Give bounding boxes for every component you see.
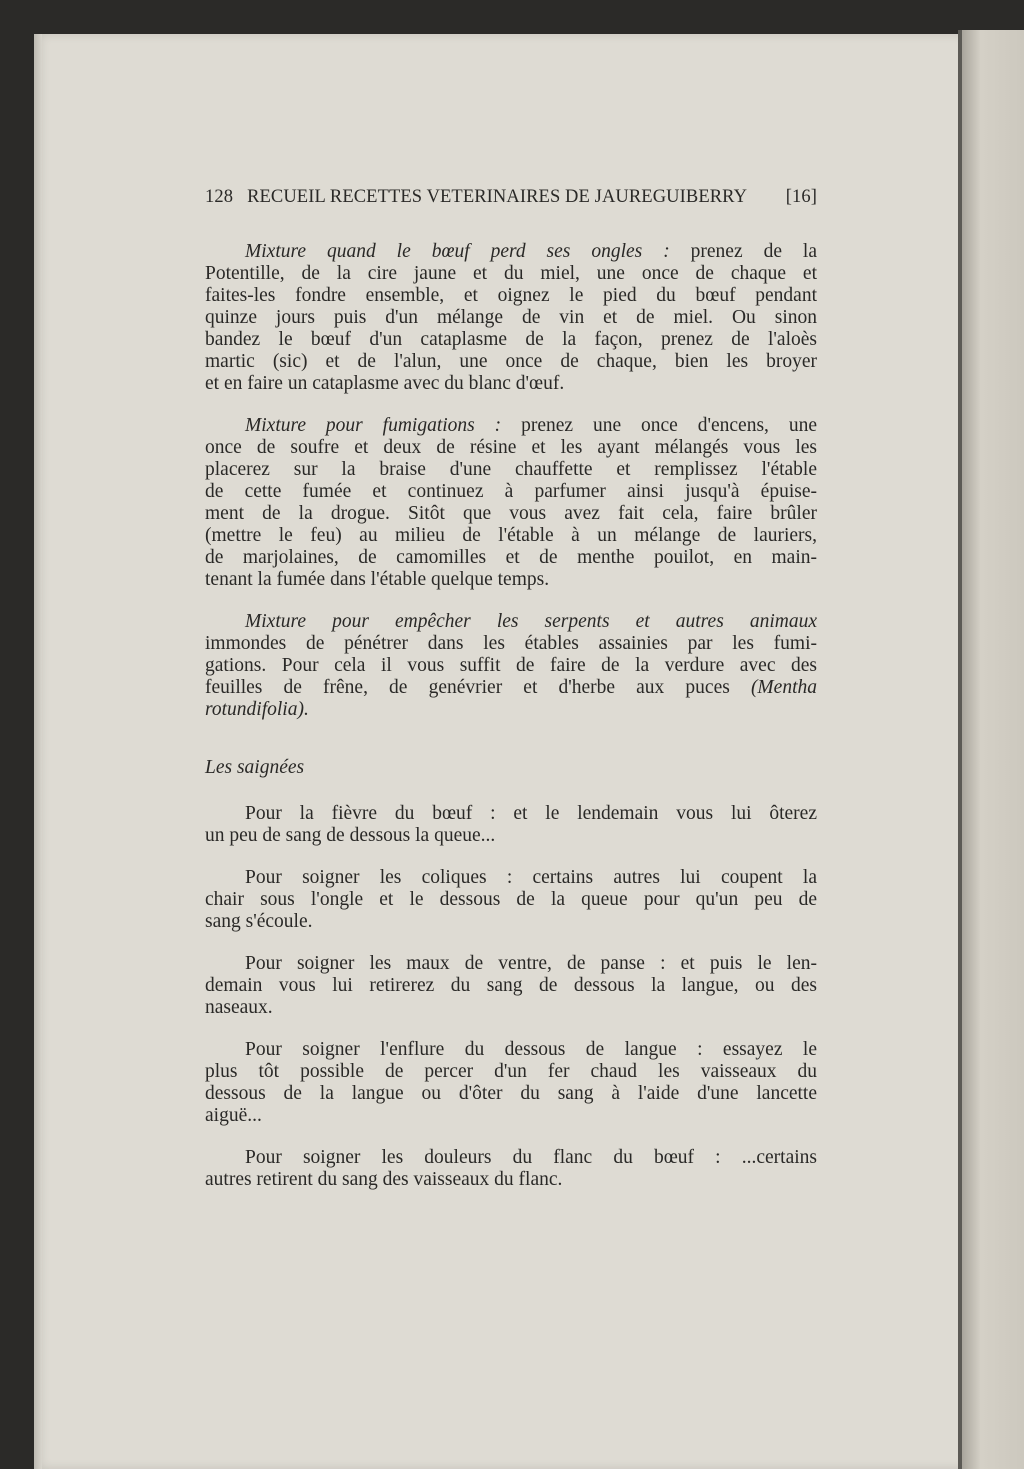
- body-text: naseaux.: [205, 997, 273, 1018]
- running-header: [205, 187, 817, 208]
- body-text: dessous de la langue ou d'ôter du sang à l'aide d'une lancette: [205, 1083, 817, 1104]
- text-line: [205, 415, 817, 437]
- body-text: placerez sur la braise d'une chauffette et remplissez l'étable: [205, 459, 817, 480]
- recipes-section: [205, 241, 817, 721]
- body-text: demain vous lui retirerez du sang de dessous la langue, ou des: [205, 975, 817, 996]
- text-line: [205, 241, 817, 263]
- body-text: immondes de pénétrer dans les étables assainies par les fumi-: [205, 633, 817, 654]
- text-line: [205, 803, 817, 825]
- facing-page-edge: [962, 30, 1024, 1469]
- text-line: [205, 437, 817, 459]
- text-line: [205, 329, 817, 351]
- body-text: plus tôt possible de percer d'un fer chaud les vaisseaux du: [205, 1061, 817, 1082]
- section-heading: Les saignées: [205, 757, 305, 778]
- text-line: [205, 1105, 817, 1127]
- italic-text: Mixture quand le bœuf perd ses ongles :: [245, 241, 670, 262]
- text-line: [205, 889, 817, 911]
- text-line: [205, 997, 817, 1019]
- paragraph: [205, 867, 817, 933]
- body-text: autres retirent du sang des vaisseaux du flanc.: [205, 1169, 563, 1190]
- text-line: [205, 1169, 817, 1191]
- page-number: 128: [205, 187, 234, 207]
- body-text: Pour soigner l'enflure du dessous de langue : essayez le: [245, 1039, 817, 1060]
- text-line: [205, 825, 817, 847]
- body-text: chair sous l'ongle et le dessous de la queue pour qu'un peu de: [205, 889, 817, 910]
- text-line: [205, 911, 817, 933]
- text-line: [205, 975, 817, 997]
- body-text: et en faire un cataplasme avec du blanc d'œuf.: [205, 373, 565, 394]
- body-text: gations. Pour cela il vous suffit de faire de la verdure avec des: [205, 655, 817, 676]
- body-text: once de soufre et deux de résine et les ayant mélangés vous les: [205, 437, 817, 458]
- paragraph: [205, 803, 817, 847]
- body-text: de cette fumée et continuez à parfumer ainsi jusqu'à épuise-: [205, 481, 817, 502]
- body-text: de marjolaines, de camomilles et de menthe pouilot, en main-: [205, 547, 817, 568]
- italic-text: Mixture pour empêcher les serpents et autres animaux: [245, 611, 817, 632]
- bloodletting-section: [205, 803, 817, 1191]
- section-number: [16]: [785, 187, 817, 207]
- text-line: [205, 867, 817, 889]
- text-line: [205, 611, 817, 633]
- body-text: prenez une once d'encens, une: [501, 415, 817, 436]
- text-line: [205, 373, 817, 395]
- text-line: [205, 655, 817, 677]
- text-column: [205, 241, 817, 1211]
- text-line: [205, 525, 817, 547]
- body-text: prenez de la: [669, 241, 818, 262]
- paragraph: [205, 611, 817, 721]
- body-text: tenant la fumée dans l'étable quelque temps.: [205, 569, 550, 590]
- paragraph: [205, 1039, 817, 1127]
- text-line: [205, 459, 817, 481]
- text-line: [205, 285, 817, 307]
- body-text: faites-les fondre ensemble, et oignez le pied du bœuf pendant: [205, 285, 817, 306]
- text-line: [205, 307, 817, 329]
- body-text: Pour soigner les coliques : certains autres lui coupent la: [245, 867, 817, 888]
- text-line: [205, 1083, 817, 1105]
- text-line: [205, 633, 817, 655]
- paragraph: [205, 1147, 817, 1191]
- text-line: [205, 547, 817, 569]
- italic-text: Mixture pour fumigations :: [245, 415, 502, 436]
- body-text: bandez le bœuf d'un cataplasme de la façon, prenez de l'aloès: [205, 329, 817, 350]
- running-title: RECUEIL RECETTES VETERINAIRES DE JAUREGUIBERRY: [247, 187, 748, 207]
- italic-text: (Mentha: [750, 677, 817, 698]
- body-text: Pour soigner les douleurs du flanc du bœuf : ...certains: [245, 1147, 817, 1168]
- body-text: Potentille, de la cire jaune et du miel, une once de chaque et: [205, 263, 817, 284]
- body-text: martic (sic) et de l'alun, une once de chaque, bien les broyer: [205, 351, 817, 372]
- page-edge: [34, 34, 42, 1469]
- body-text: ment de la drogue. Sitôt que vous avez fait cela, faire brûler: [205, 503, 817, 524]
- body-text: un peu de sang de dessous la queue...: [205, 825, 496, 846]
- body-text: quinze jours puis d'un mélange de vin et de miel. Ou sinon: [205, 307, 817, 328]
- italic-text: rotundifolia).: [205, 699, 309, 720]
- text-line: [205, 953, 817, 975]
- text-line: [205, 677, 817, 699]
- paragraph: [205, 415, 817, 591]
- text-line: [205, 699, 817, 721]
- paragraph: [205, 953, 817, 1019]
- text-line: [205, 1039, 817, 1061]
- text-line: [205, 1061, 817, 1083]
- body-text: Pour la fièvre du bœuf : et le lendemain vous lui ôterez: [245, 803, 817, 824]
- body-text: sang s'écoule.: [205, 911, 313, 932]
- text-line: [205, 1147, 817, 1169]
- text-line: [205, 351, 817, 373]
- paragraph: [205, 241, 817, 395]
- text-line: [205, 263, 817, 285]
- body-text: aiguë...: [205, 1105, 262, 1126]
- text-line: [205, 481, 817, 503]
- body-text: feuilles de frêne, de genévrier et d'herbe aux puces: [205, 677, 751, 698]
- text-line: [205, 569, 817, 591]
- body-text: (mettre le feu) au milieu de l'étable à un mélange de lauriers,: [205, 525, 817, 546]
- body-text: Pour soigner les maux de ventre, de panse : et puis le len-: [245, 953, 817, 974]
- text-line: [205, 503, 817, 525]
